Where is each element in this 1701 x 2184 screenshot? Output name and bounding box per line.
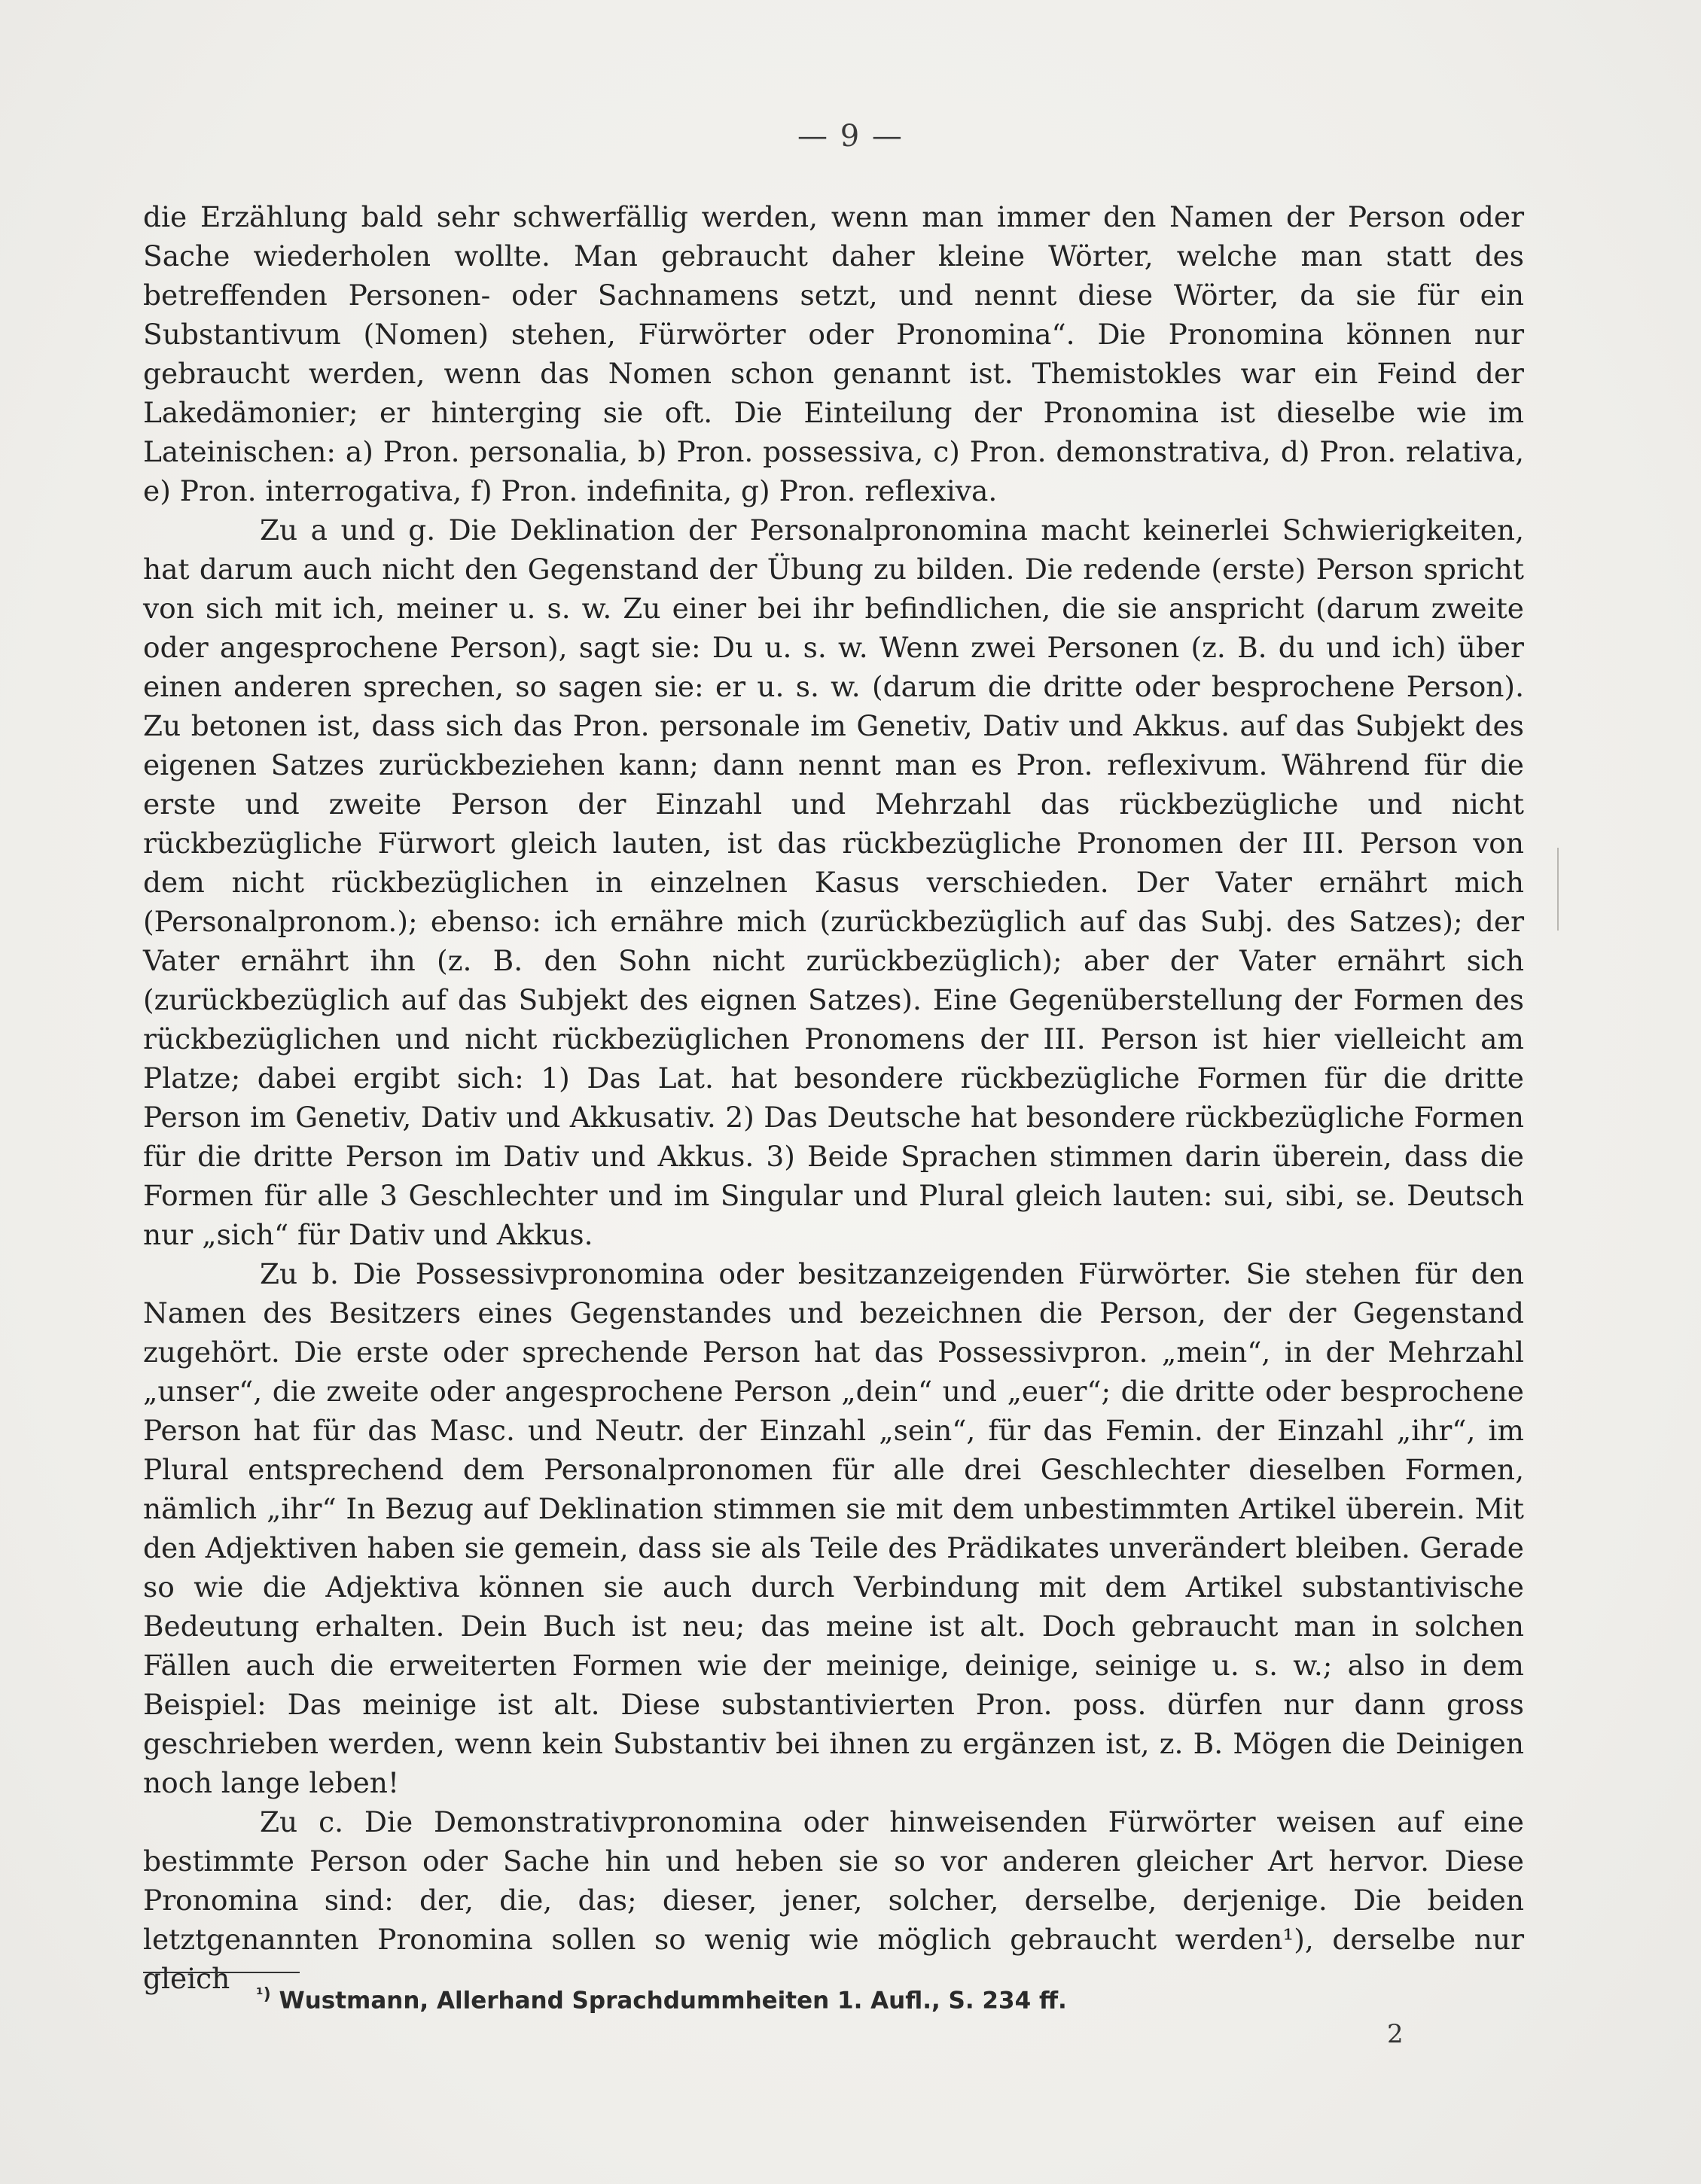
paragraph-3: Zu b. Die Possessivpronomina oder besitzanzeigenden Fürwörter. Sie stehen für den Namen des Besitzers eines Gegenstandes und bezeichnen die Person, der der Gegenstand zugehört. Die erste oder sprechende Person hat das Possessivpron. „mein“, in der Mehrzahl „unser“, die zweite oder angesprochene Person „dein“ und „euer“; die dritte oder besprochene Person hat für das Masc. und Neutr. der Einzahl „sein“, für das Femin. der Einzahl „ihr“, im Plural entsprechend dem Personalpronomen für alle drei Geschlechter dieselben Formen, nämlich „ihr“ In Bezug auf Deklination stimmen sie mit dem unbestimmten Artikel überein. Mit den Adjektiven haben sie gemein, dass sie als Teile des Prädikates unverändert bleiben. Gerade so wie die Adjektiva können sie auch durch Verbindung mit dem Artikel substantivische Bedeutung erhalten. Dein Buch ist neu; das meine ist alt. Doch gebraucht man in solchen Fällen auch die erweiterten Formen wie der meinige, deinige, seinige u. s. w.; also in dem Beispiel: Das meinige ist alt. Diese substantivierten Pron. poss. dürfen nur dann gross geschrieben werden, wenn kein Substantiv bei ihnen zu ergänzen ist, z. B. Mögen die Deinigen noch lange leben!: [143, 1257, 1524, 1799]
footnote-text: Wustmann, Allerhand Sprachdummheiten 1. Aufl., S. 234 ff.: [279, 1987, 1067, 2015]
footnote-divider: [143, 1972, 300, 1973]
paragraph-4: Zu c. Die Demonstrativpronomina oder hinweisenden Fürwörter weisen auf eine bestimmte Person oder Sache hin und heben sie so vor anderen gleicher Art hervor. Diese Pronomina sind: der, die, das; dieser, jener, solcher, derselbe, derjenige. Die beiden letztgenannten Pronomina sollen so wenig wie möglich gebraucht werden¹), derselbe nur gleich: [143, 1805, 1524, 1995]
signature-mark: 2: [1387, 2019, 1404, 2049]
body-text: [143, 197, 1524, 1998]
footnote-marker: ¹): [256, 1985, 271, 2004]
paragraph-1: die Erzählung bald sehr schwerfällig werden, wenn man immer den Namen der Person oder Sache wiederholen wollte. Man gebraucht daher kleine Wörter, welche man statt des betreffenden Personen- oder Sachnamens setzt, und nennt diese Wörter, da sie für ein Substantivum (Nomen) stehen, Fürwörter oder Pronomina“. Die Pronomina können nur gebraucht werden, wenn das Nomen schon genannt ist. Themistokles war ein Feind der Lakedämonier; er hinterging sie oft. Die Einteilung der Pronomina ist dieselbe wie im Lateinischen: a) Pron. personalia, b) Pron. possessiva, c) Pron. demonstrativa, d) Pron. relativa, e) Pron. interrogativa, f) Pron. indefinita, g) Pron. reflexiva.: [143, 200, 1524, 507]
footnote: [256, 1978, 1067, 2017]
page-number-header: — 9 —: [797, 119, 904, 154]
margin-line: [1557, 848, 1559, 931]
paragraph-2: Zu a und g. Die Deklination der Personalpronomina macht keinerlei Schwierigkeiten, hat darum auch nicht den Gegenstand der Übung zu bilden. Die redende (erste) Person spricht von sich mit ich, meiner u. s. w. Zu einer bei ihr befindlichen, die sie anspricht (darum zweite oder angesprochene Person), sagt sie: Du u. s. w. Wenn zwei Personen (z. B. du und ich) über einen anderen sprechen, so sagen sie: er u. s. w. (darum die dritte oder besprochene Person). Zu betonen ist, dass sich das Pron. personale im Genetiv, Dativ und Akkus. auf das Subjekt des eigenen Satzes zurückbeziehen kann; dann nennt man es Pron. reflexivum. Während für die erste und zweite Person der Einzahl und Mehrzahl das rückbezügliche und nicht rückbezügliche Fürwort gleich lauten, ist das rückbezügliche Pronomen der III. Person von dem nicht rückbezüglichen in einzelnen Kasus verschieden. Der Vater ernährt mich (Personalpronom.); ebenso: ich ernähre mich (zurückbezüglich auf das Subj. des Satzes); der Vater ernährt ihn (z. B. den Sohn nicht zurückbezüglich); aber der Vater ernährt sich (zurückbezüglich auf das Subjekt des eignen Satzes). Eine Gegenüberstellung der Formen des rückbezüglichen und nicht rückbezüglichen Pronomens der III. Person ist hier vielleicht am Platze; dabei ergibt sich: 1) Das Lat. hat besondere rückbezügliche Formen für die dritte Person im Genetiv, Dativ und Akkusativ. 2) Das Deutsche hat besondere rückbezügliche Formen für die dritte Person im Dativ und Akkus. 3) Beide Sprachen stimmen darin überein, dass die Formen für alle 3 Geschlechter und im Singular und Plural gleich lauten: sui, sibi, se. Deutsch nur „sich“ für Dativ und Akkus.: [143, 513, 1524, 1251]
